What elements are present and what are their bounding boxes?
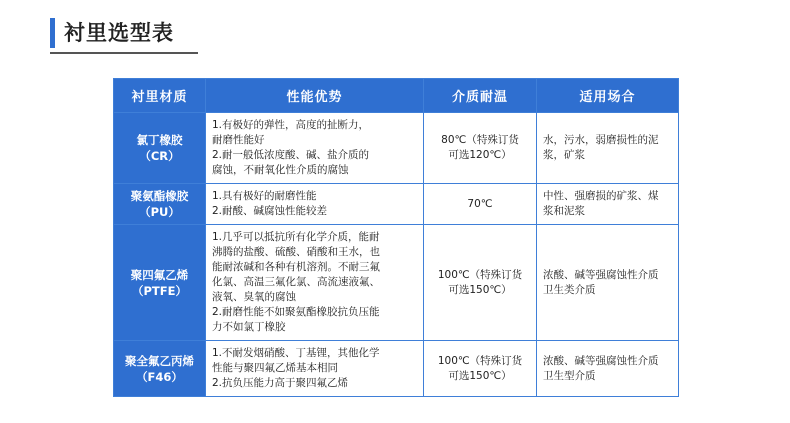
table-header (114, 79, 679, 113)
cell-usage (537, 184, 679, 225)
material-code: （F46） (136, 369, 183, 384)
advantage-line: 力不如氯丁橡胶 (212, 321, 286, 333)
advantage-line: 2.耐酸、碱腐蚀性能较差 (212, 205, 328, 217)
cell-material (114, 184, 206, 225)
cell-temperature (424, 225, 537, 341)
cell-temperature (424, 113, 537, 184)
usage-line: 卫生型介质 (543, 369, 596, 382)
column-header-temperature: 介质耐温 (424, 79, 537, 113)
material-code: （PTFE） (132, 283, 187, 298)
column-header-material: 衬里材质 (114, 79, 206, 113)
temperature-line: 可选150℃） (448, 283, 512, 296)
advantage-line: 液氧、臭氧的腐蚀 (212, 291, 296, 303)
temperature-line: 100℃（特殊订货 (437, 268, 523, 281)
advantage-line: 1.具有极好的耐磨性能 (212, 190, 317, 202)
material-code: （PU） (139, 205, 180, 219)
title-accent-bar (50, 18, 55, 48)
table-row (114, 113, 679, 184)
cell-temperature (424, 184, 537, 225)
usage-line: 水，污水，弱磨损性的泥 (543, 134, 659, 146)
usage-line: 浆，矿浆 (543, 149, 585, 161)
table-row (114, 225, 679, 341)
column-header-advantages: 性能优势 (206, 79, 424, 113)
column-header-usage: 适用场合 (537, 79, 679, 113)
advantage-line: 1.不耐发烟硝酸、丁基锂，其他化学 (212, 347, 380, 359)
title-underline (50, 52, 198, 54)
advantage-line: 1.有极好的弹性，高度的扯断力， (212, 119, 370, 131)
usage-line: 浆和泥浆 (543, 205, 585, 217)
cell-temperature (424, 341, 537, 397)
usage-line: 浓酸、碱等强腐蚀性介质 (543, 268, 659, 281)
cell-material (114, 341, 206, 397)
advantage-line: 能耐浓碱和各种有机溶剂。不耐三氟 (212, 261, 380, 273)
page-title: 衬里选型表 (64, 21, 174, 45)
advantage-line: 性能与聚四氟乙烯基本相同 (212, 362, 338, 374)
advantage-line: 耐磨性能好 (212, 134, 265, 146)
advantage-line: 1.几乎可以抵抗所有化学介质，能耐 (212, 231, 380, 243)
advantage-line: 2.耐一般低浓度酸、碱、盐介质的 (212, 149, 370, 161)
page-title-block (50, 18, 174, 48)
cell-advantages (206, 225, 424, 341)
usage-line: 卫生类介质 (543, 283, 596, 296)
material-name: 聚全氟乙丙烯 (125, 353, 194, 368)
material-code: （CR） (139, 149, 180, 163)
temperature-line: 80℃（特殊订货 (441, 134, 519, 146)
cell-material (114, 225, 206, 341)
temperature-line: 可选120℃） (448, 149, 512, 161)
usage-line: 中性、强磨损的矿浆、煤 (543, 190, 659, 202)
table-header-row (114, 79, 679, 113)
advantage-line: 沸腾的盐酸、硫酸、硝酸和王水，也 (212, 246, 380, 258)
cell-material (114, 113, 206, 184)
cell-advantages (206, 341, 424, 397)
material-name: 聚氨酯橡胶 (130, 189, 189, 203)
table-body (114, 113, 679, 397)
temperature-line: 70℃ (467, 197, 493, 210)
temperature-line: 100℃（特殊订货 (437, 354, 523, 367)
table-row (114, 184, 679, 225)
temperature-line: 可选150℃） (448, 369, 512, 382)
advantage-line: 2.抗负压能力高于聚四氟乙烯 (212, 377, 349, 389)
cell-usage (537, 225, 679, 341)
lining-selection-table (113, 78, 679, 397)
cell-usage (537, 113, 679, 184)
cell-advantages (206, 184, 424, 225)
cell-usage (537, 341, 679, 397)
table-row (114, 341, 679, 397)
advantage-line: 化氯、高温三氟化氯、高流速液氟、 (212, 276, 380, 288)
usage-line: 浓酸、碱等强腐蚀性介质 (543, 354, 659, 367)
advantage-line: 2.耐磨性能不如聚氨酯橡胶抗负压能 (212, 306, 380, 318)
material-name: 氯丁橡胶 (136, 133, 183, 147)
cell-advantages (206, 113, 424, 184)
material-name: 聚四氟乙烯 (130, 267, 189, 282)
advantage-line: 腐蚀，不耐氧化性介质的腐蚀 (212, 164, 349, 176)
